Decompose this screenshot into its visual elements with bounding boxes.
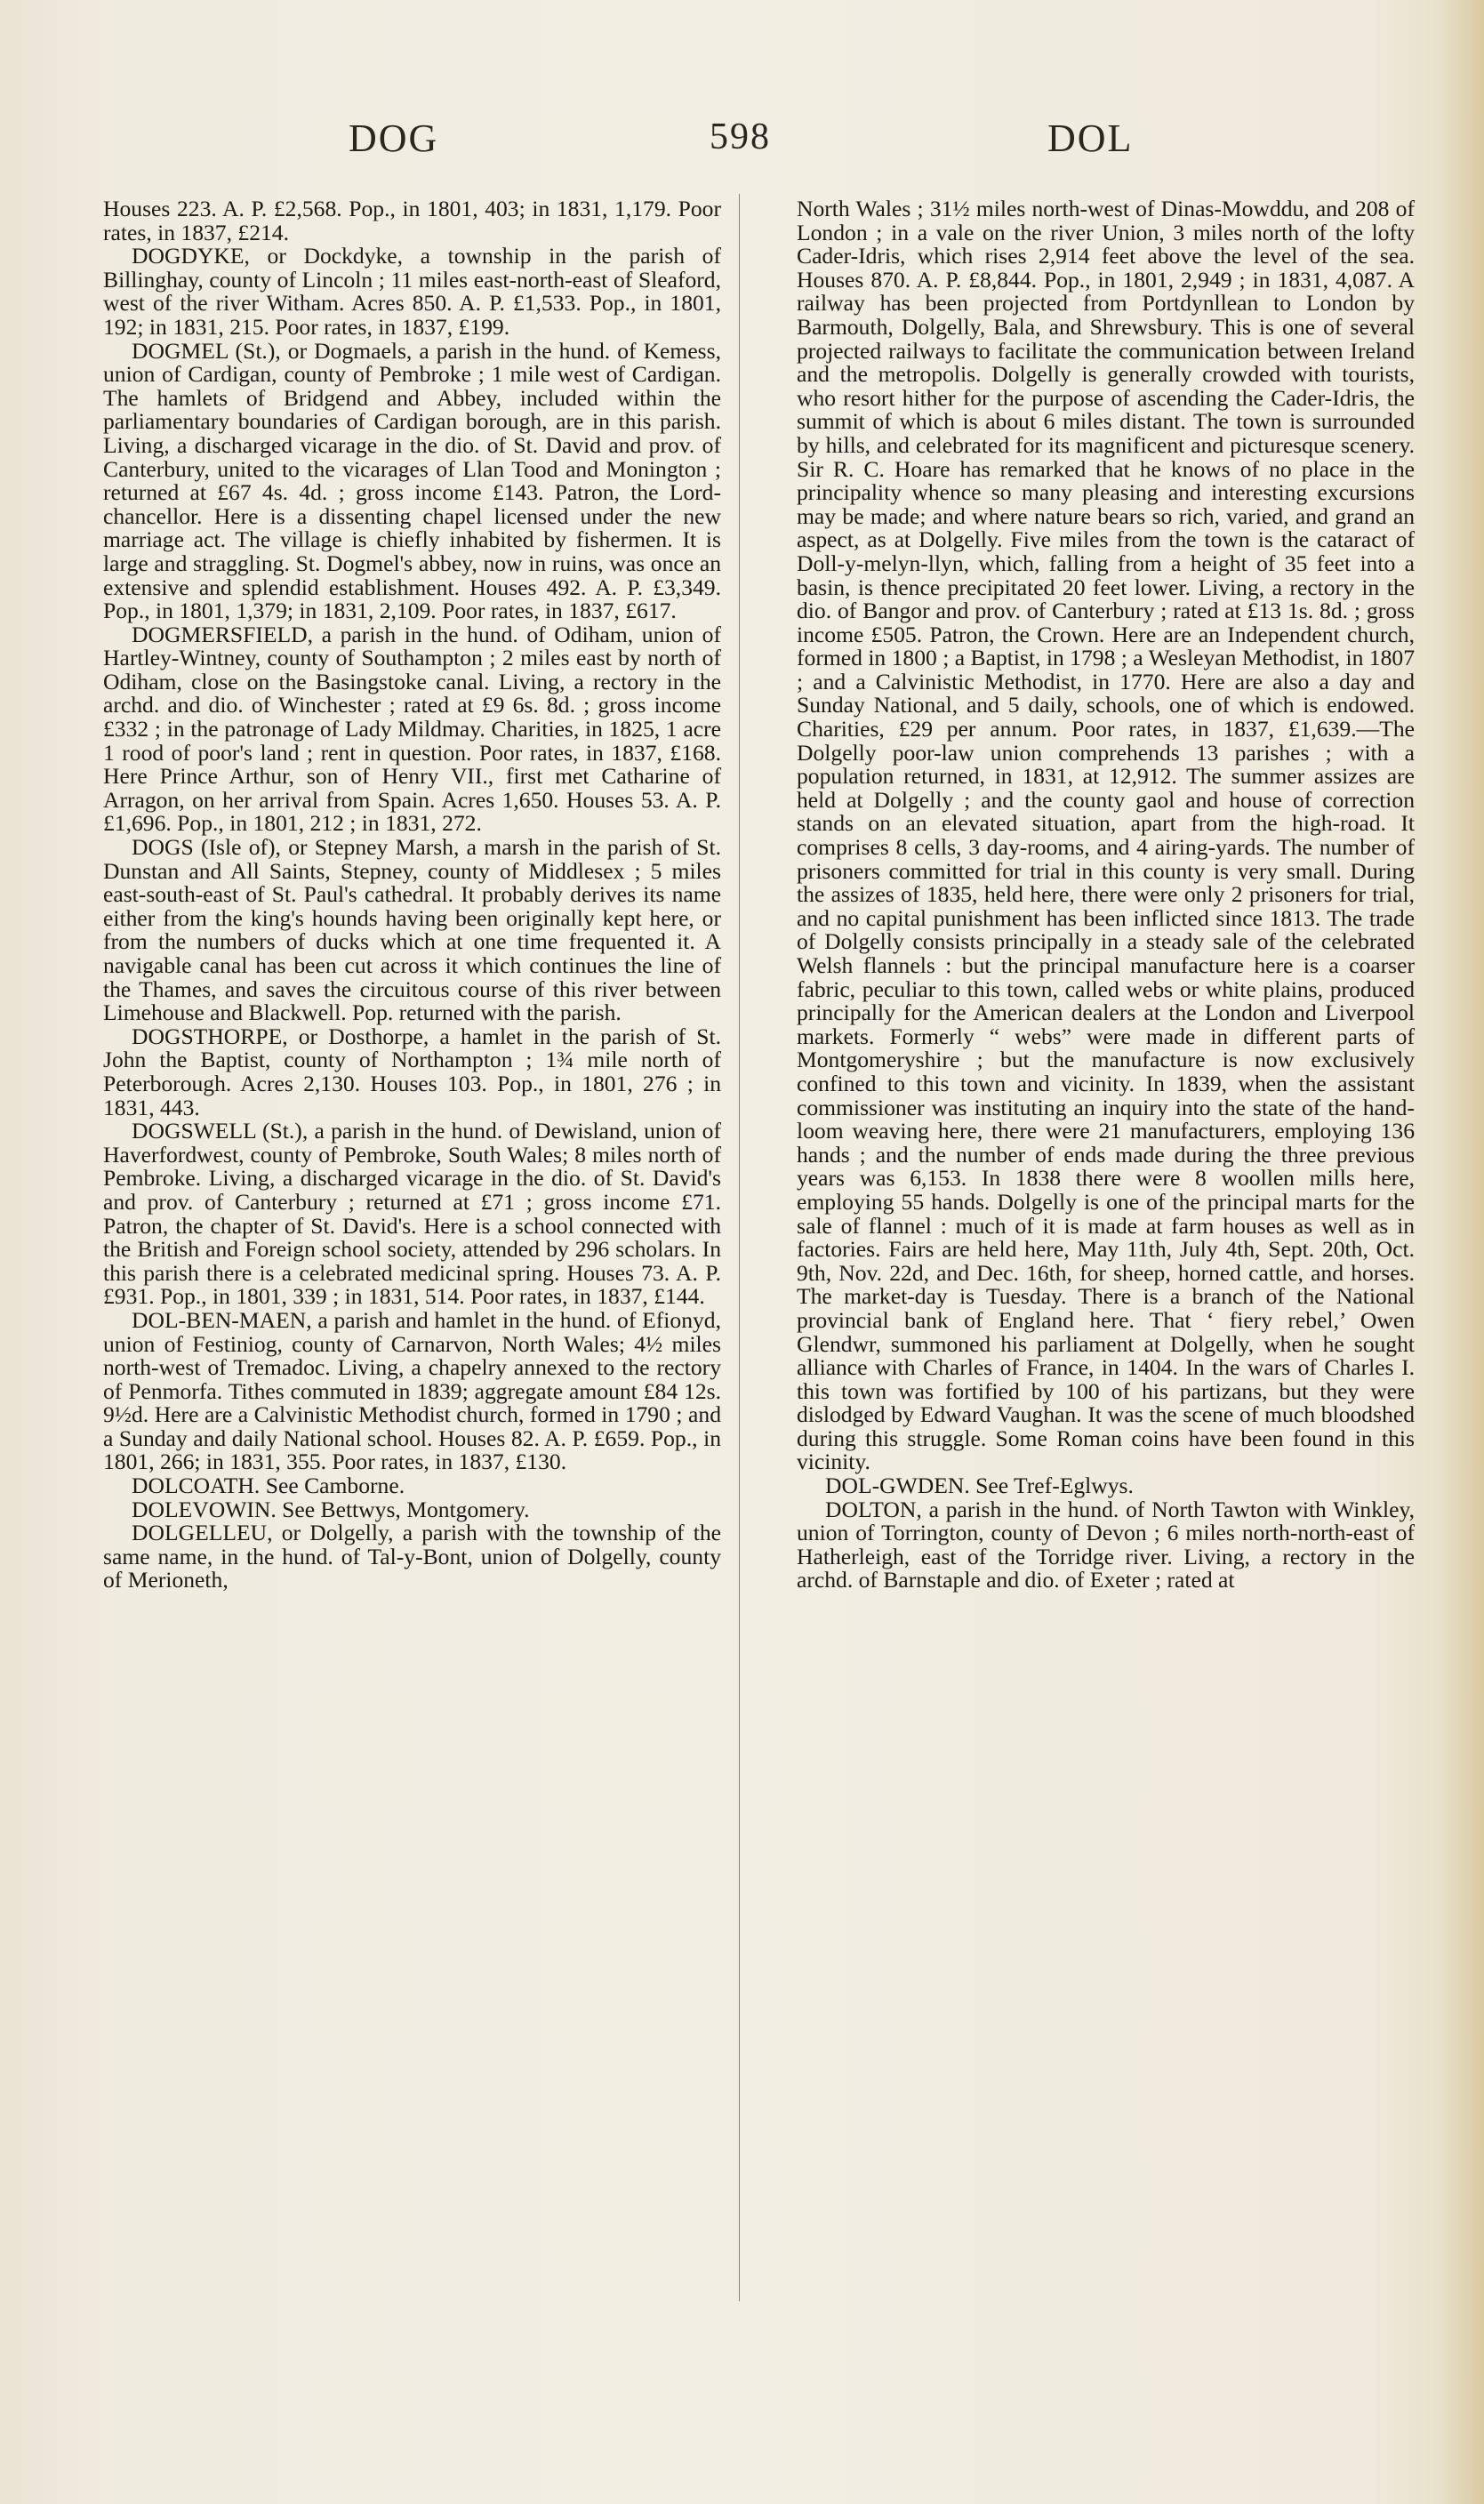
entry-dolton: DOLTON, a parish in the hund. of North Tawton with Winkley, union of Torrington, county of Devon ; 6 miles north-north-east of Hatherleigh, east of the Torridge river. Living, a rectory in the archd. of Barnstaple and dio. of Exeter ; rated at <box>797 1496 1415 1593</box>
entry-dogswell: DOGSWELL (St.), a parish in the hund. of Dewisland, union of Haverfordwest, county of Pembroke, South Wales; 8 miles north of Pembroke. Living, a discharged vicarage in the dio. of St. David's and prov. of Canterbury ; returned at £71 ; gross income £71. Patron, the chapter of St. David's. Here is a school connected with the British and Foreign school society, attended by 296 scholars. In this parish there is a celebrated medicinal spring. Houses 73. A. P. £931. Pop., in 1801, 339 ; in 1831, 514. Poor rates, in 1837, £144. <box>103 1118 721 1310</box>
entry-dolgelleu-continuation: North Wales ; 31½ miles north-west of Dinas-Mowddu, and 208 of London ; in a vale on the river Union, 3 miles north of the lofty Cader-Idris, which rises 2,914 feet above the level of the sea. Houses 870. A. P. £8,844. Pop., in 1801, 2,949 ; in 1831, 4,087. A railway has been projected from Portdynllean to London by Barmouth, Dolgelly, Bala, and Shrewsbury. This is one of several projected railways to facilitate the communication between Ireland and the metropolis. Dolgelly is generally crowded with tourists, who resort hither for the purpose of ascending the Cader-Idris, the summit of which is about 6 miles distant. The town is surrounded by hills, and celebrated for its magnificent and picturesque scenery. Sir R. C. Hoare has remarked that he knows of no place in the principality whence so many pleasing and interesting excursions may be made; and where nature bears so rich, varied, and grand an aspect, as at Dolgelly. Five miles from the town is the cataract of Doll-y-melyn-llyn, which, falling from a height of 35 feet into a basin, is thence precipitated 20 feet lower. Living, a rectory in the dio. of Bangor and prov. of Canterbury ; rated at £13 1s. 8d. ; gross income £505. Patron, the Crown. Here are an Independent church, formed in 1800 ; a Baptist, in 1798 ; a Wesleyan Methodist, in 1807 ; and a Calvinistic Methodist, in 1770. Here are also a day and Sunday National, and 5 daily, schools, one of which is endowed. Charities, £29 per annum. Poor rates, in 1837, £1,639.—The Dolgelly poor-law union comprehends 13 parishes ; with a population returned, in 1831, at 12,912. The summer assizes are held at Dolgelly ; and the county gaol and house of correction stands on an elevated situation, apart from the high-road. It comprises 8 cells, 3 day-rooms, and 4 airing-yards. The number of prisoners committed for trial in this county is very small. During the assizes of 1835, held here, there were only 2 prisoners for trial, and no capital punishment has been inflicted since 1813. The trade of Dolgelly consists principally in a steady sale of the celebrated Welsh flannels : but the principal manufacture here is a coarser fabric, peculiar to this town, called webs or white plains, produced principally for the American dealers at the London and Liverpool markets. Formerly “ webs” were made in different parts of Montgomeryshire ; but the manufacture is now exclusively confined to this town and vicinity. In 1839, when the assistant commissioner was instituting an inquiry into the state of the hand-loom weaving here, there were 21 manufacturers, employing 136 hands ; and the number of ends made during the three previous years was 6,153. In 1838 there were 8 woollen mills here, employing 55 hands. Dolgelly is one of the principal marts for the sale of flannel : much of it is made at farm houses as well as in factories. Fairs are held here, May 11th, July 4th, Sept. 20th, Oct. 9th, Nov. 22d, and Dec. 16th, for sheep, horned cattle, and horses. The market-day is Tuesday. There is a branch of the National provincial bank of England here. That ‘ fiery rebel,’ Owen Glendwr, summoned his parliament at Dolgelly, when he sought alliance with Charles of France, in 1404. In the wars of Charles I. this town was fortified by 100 of his partizans, but they were dislodged by Edward Vaughan. It was the scene of much bloodshed during this struggle. Some Roman coins have been found in this vicinity. <box>797 196 1415 1475</box>
entry-headword: DOLTON, <box>825 1496 922 1522</box>
entry-dogsthorpe: DOGSTHORPE, or Dosthorpe, a hamlet in the parish of St. John the Baptist, county of Northampton ; 1¾ mile north of Peterborough. Acres 2,130. Houses 103. Pop., in 1801, 276 ; in 1831, 443. <box>103 1023 721 1120</box>
entry-headword: DOL-BEN-MAEN, <box>132 1306 312 1333</box>
entry-headword: DOL-GWDEN. <box>825 1473 970 1499</box>
entry-headword: DOGDYKE, <box>132 243 250 269</box>
entry-headword: DOGMERSFIELD, <box>132 621 314 647</box>
entry-headword: DOLCOATH. <box>132 1473 261 1499</box>
page-header <box>0 116 1484 178</box>
entry-dogdyke: DOGDYKE, or Dockdyke, a township in the parish of Billinghay, county of Lincoln ; 11 miles east-north-east of Sleaford, west of the river Witham. Acres 850. A. P. £1,533. Pop., in 1801, 192; in 1831, 215. Poor rates, in 1837, £199. <box>103 243 721 340</box>
entry-dol-gwden: DOL-GWDEN. See Tref-Eglwys. <box>825 1473 1134 1499</box>
header-right-catchword: DOL <box>1047 116 1134 160</box>
entry-headword: DOGSWELL (St.), <box>132 1118 309 1144</box>
entry-headword: DOGS (Isle of), <box>132 834 281 861</box>
right-column <box>797 197 1415 1593</box>
entry-dolgelleu: DOLGELLEU, or Dolgelly, a parish with the township of the same name, in the hund. of Tal-y-Bont, union of Dolgelly, county of Merioneth, <box>103 1520 721 1593</box>
header-left-catchword: DOG <box>349 116 439 160</box>
left-column <box>103 197 721 1593</box>
entry-headword: DOLGELLEU, <box>132 1520 273 1546</box>
entry-dogmel: DOGMEL (St.), or Dogmaels, a parish in the hund. of Kemess, union of Cardigan, county of Pembroke ; 1 mile west of Cardigan. The hamlets of Bridgend and Abbey, included within the parliamentary boundaries of Cardigan borough, are in this parish. Living, a discharged vicarage in the dio. of St. David and prov. of Canterbury, united to the vicarages of Llan Tood and Monington ; returned at £67 4s. 4d. ; gross income £143. Patron, the Lord-chancellor. Here is a dissenting chapel licensed under the new marriage act. The village is chiefly inhabited by fishermen. It is large and straggling. St. Dogmel's abbey, now in ruins, was once an extensive and splendid establishment. Houses 492. A. P. £3,349. Pop., in 1801, 1,379; in 1831, 2,109. Poor rates, in 1837, £617. <box>103 337 721 624</box>
entry-headword: DOGMEL (St.), <box>132 337 281 364</box>
entry-dogs: DOGS (Isle of), or Stepney Marsh, a marsh in the parish of St. Dunstan and All Saints, Stepney, county of Middlesex ; 5 miles east-south-east of St. Paul's cathedral. It probably derives its name either from the king's hounds having been originally kept here, or from the numbers of ducks which at one time frequented it. A navigable canal has been cut across it which continues the line of the Thames, and saves the circuitous course of this river between Limehouse and Blackwell. Pop. returned with the parish. <box>103 834 722 1026</box>
entry-dolcoath: DOLCOATH. See Camborne. <box>132 1473 405 1499</box>
entry-dolevowin: DOLEVOWIN. See Bettwys, Montgomery. <box>132 1496 530 1522</box>
page-number: 598 <box>710 116 771 157</box>
entry-continuation: Houses 223. A. P. £2,568. Pop., in 1801, 403; in 1831, 1,179. Poor rates, in 1837, £214. <box>103 196 721 245</box>
entry-headword: DOGSTHORPE, <box>132 1023 288 1049</box>
entry-dogmersfield: DOGMERSFIELD, a parish in the hund. of Odiham, union of Hartley-Wintney, county of Southampton ; 2 miles east by north of Odiham, close on the Basingstoke canal. Living, a rectory in the archd. and dio. of Winchester ; rated at £9 6s. 8d. ; gross income £332 ; in the patronage of Lady Mildmay. Charities, in 1825, 1 acre 1 rood of poor's land ; rent in question. Poor rates, in 1837, £168. Here Prince Arthur, son of Henry VII., first met Catharine of Arragon, on her arrival from Spain. Acres 1,650. Houses 53. A. P. £1,696. Pop., in 1801, 212 ; in 1831, 272. <box>103 621 721 837</box>
column-divider <box>739 194 740 2301</box>
entry-dol-ben-maen: DOL-BEN-MAEN, a parish and hamlet in the hund. of Efionyd, union of Festiniog, county of Carnarvon, North Wales; 4½ miles north-west of Tremadoc. Living, a chapelry annexed to the rectory of Penmorfa. Tithes commuted in 1839; aggregate amount £84 12s. 9½d. Here are a Calvinistic Methodist church, formed in 1790 ; and a Sunday and daily National school. Houses 82. A. P. £659. Pop., in 1801, 266; in 1831, 355. Poor rates, in 1837, £130. <box>103 1306 721 1475</box>
entry-headword: DOLEVOWIN. <box>132 1496 277 1522</box>
